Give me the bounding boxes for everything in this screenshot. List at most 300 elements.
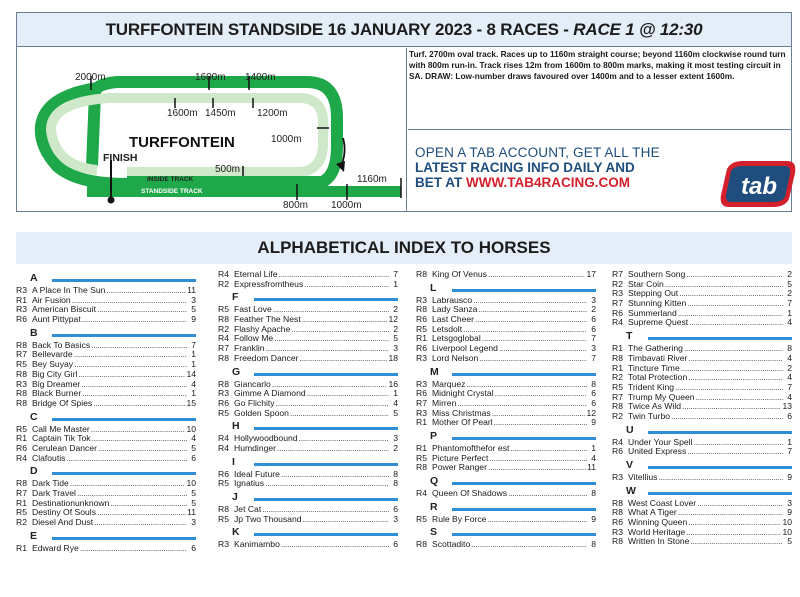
- leader-dots: [304, 280, 389, 290]
- horse-name: Bey Suyay: [32, 359, 74, 370]
- letter-heading: [416, 499, 596, 515]
- horse-number: 4: [591, 452, 596, 463]
- race-number: R8: [218, 378, 229, 389]
- horse-name: Trident King: [628, 381, 675, 392]
- horse-name: Jp Two Thousand: [234, 513, 302, 524]
- leader-dots: [690, 537, 783, 547]
- letter-heading: [16, 325, 196, 341]
- horse-entry: [612, 537, 792, 547]
- letter-divider: [452, 508, 596, 511]
- promo-line-3: [415, 175, 715, 190]
- marker-1450m: 1450m: [205, 108, 236, 119]
- horse-name: Follow Me: [234, 333, 274, 344]
- horse-entry: [612, 318, 792, 328]
- index-column: [416, 270, 596, 550]
- leader-dots: [495, 389, 587, 399]
- horse-name: Stunning Kitten: [628, 298, 687, 309]
- horse-number: 1: [191, 359, 196, 370]
- inside-track-label: INSIDE TRACK: [147, 176, 194, 183]
- letter-label: K: [232, 526, 240, 539]
- leader-dots: [274, 334, 389, 344]
- horse-entry: [218, 409, 398, 419]
- leader-dots: [299, 354, 387, 364]
- race-number: R5: [416, 452, 427, 463]
- leader-dots: [80, 544, 187, 554]
- leader-dots: [494, 418, 587, 428]
- race-number: R6: [416, 388, 427, 399]
- index-column: [612, 270, 792, 547]
- horse-name: Destiny Of Souls: [32, 507, 96, 518]
- race-number: R3: [416, 378, 427, 389]
- leader-dots: [277, 444, 389, 454]
- leader-dots: [92, 434, 187, 444]
- horse-name: Go Flichity: [234, 397, 275, 408]
- letter-divider: [648, 492, 792, 495]
- marker-500m: 500m: [215, 164, 241, 175]
- horse-name: Scottadito: [432, 539, 471, 550]
- horse-number: 8: [591, 378, 596, 389]
- promo-url[interactable]: WWW.TAB4RACING.COM: [466, 175, 630, 190]
- horse-name: Last Cheer: [432, 314, 475, 325]
- letter-heading: [416, 428, 596, 444]
- horse-number: 9: [787, 507, 792, 518]
- leader-dots: [687, 447, 783, 457]
- leader-dots: [78, 370, 185, 380]
- race-number: R6: [612, 517, 623, 528]
- letter-label: L: [430, 281, 437, 294]
- horse-number: 2: [787, 269, 792, 279]
- letter-heading: [416, 364, 596, 380]
- leader-dots: [499, 344, 587, 354]
- horse-name: Trump My Queen: [628, 391, 695, 402]
- leader-dots: [679, 289, 783, 299]
- race-number: R8: [16, 397, 27, 408]
- horse-name: Expressfromtheus: [234, 278, 304, 289]
- letter-label: E: [30, 529, 38, 542]
- horse-number: 17: [586, 269, 596, 279]
- leader-dots: [463, 325, 587, 335]
- letter-label: Q: [430, 475, 439, 487]
- horse-entry: [218, 515, 398, 525]
- leader-dots: [688, 354, 783, 364]
- leader-dots: [510, 444, 587, 454]
- horse-number: 6: [591, 323, 596, 334]
- letter-divider: [52, 418, 196, 421]
- leader-dots: [281, 540, 389, 550]
- race-number: R7: [612, 298, 623, 309]
- horse-name: Franklin: [234, 343, 265, 354]
- race-number: R1: [416, 333, 427, 344]
- race-number: R5: [16, 507, 27, 518]
- horse-name: Fast Love: [234, 304, 272, 315]
- horse-number: 4: [787, 352, 792, 363]
- letter-divider: [452, 533, 596, 536]
- horse-number: 1: [191, 349, 196, 360]
- leader-dots: [307, 389, 389, 399]
- letter-label: W: [626, 484, 636, 497]
- divider: [408, 129, 791, 130]
- race-number: R6: [218, 397, 229, 408]
- leader-dots: [687, 299, 783, 309]
- race-number: R5: [416, 323, 427, 334]
- index-column: [218, 270, 398, 550]
- horse-number: 6: [591, 314, 596, 325]
- horse-name: Liverpool Legend: [432, 343, 498, 354]
- horse-number: 4: [787, 317, 792, 328]
- race-number: R5: [218, 407, 229, 418]
- letter-heading: [612, 483, 792, 499]
- horse-name: Dark Tide: [32, 478, 69, 489]
- horse-number: 10: [782, 517, 792, 528]
- horse-entry: [16, 454, 196, 464]
- horse-name: Mirren: [432, 397, 457, 408]
- race-number: R2: [16, 517, 27, 528]
- leader-dots: [299, 434, 389, 444]
- marker-1400m-top: 1400m: [245, 72, 276, 83]
- letter-divider: [254, 533, 398, 536]
- leader-dots: [688, 373, 783, 383]
- leader-dots: [82, 389, 187, 399]
- horse-number: 1: [191, 388, 196, 399]
- horse-name: Supreme Quest: [628, 317, 689, 328]
- horse-name: Gimme A Diamond: [234, 388, 306, 399]
- horse-number: 6: [191, 452, 196, 463]
- race-number: R3: [416, 407, 427, 418]
- horse-number: 10: [186, 478, 196, 489]
- leader-dots: [488, 463, 586, 473]
- race-number: R8: [416, 462, 427, 473]
- horse-name: Rule By Force: [432, 513, 487, 524]
- letter-label: V: [626, 459, 634, 471]
- marker-1600m-inner: 1600m: [167, 108, 198, 119]
- horse-name: Midnight Crystal: [432, 388, 494, 399]
- tab-promo: [415, 145, 715, 190]
- horse-name: Hollywoodbound: [234, 433, 298, 444]
- horse-number: 2: [787, 362, 792, 373]
- horse-number: 5: [191, 488, 196, 498]
- leader-dots: [696, 393, 783, 403]
- letter-divider: [452, 482, 596, 485]
- race-number: R5: [16, 359, 27, 370]
- horse-number: 15: [186, 397, 196, 408]
- leader-dots: [473, 296, 587, 306]
- horse-number: 14: [186, 368, 196, 379]
- marker-1600m-top: 1600m: [195, 72, 226, 83]
- horse-number: 2: [787, 288, 792, 299]
- horse-number: 7: [787, 381, 792, 392]
- letter-heading: [218, 524, 398, 540]
- letter-label: R: [430, 500, 438, 513]
- race-number: R2: [218, 323, 229, 334]
- horse-name: Humdinger: [234, 442, 277, 453]
- horse-name: Back To Basics: [32, 339, 91, 350]
- horse-entry: [416, 489, 596, 499]
- promo-line-1: OPEN A TAB ACCOUNT, GET ALL THE: [415, 145, 660, 160]
- race-number: R3: [416, 294, 427, 305]
- race-number: R3: [218, 539, 229, 550]
- horse-entry: [16, 518, 196, 528]
- index-title: ALPHABETICAL INDEX TO HORSES: [16, 232, 792, 264]
- letter-divider: [52, 279, 196, 282]
- horse-entry: [218, 540, 398, 550]
- race-number: R6: [612, 307, 623, 318]
- leader-dots: [265, 479, 389, 489]
- horse-number: 8: [393, 478, 398, 489]
- horse-entry: [218, 354, 398, 364]
- leader-dots: [686, 270, 783, 280]
- standside-track-label: STANDSIDE TRACK: [141, 188, 203, 195]
- race-number: R4: [218, 333, 229, 344]
- horse-name: Letsdolt: [432, 323, 463, 334]
- horse-number: 18: [388, 352, 398, 363]
- tab-logo: [717, 157, 799, 211]
- letter-divider: [648, 466, 792, 469]
- leader-dots: [682, 402, 781, 412]
- horse-name: Phantomofthefor est: [432, 442, 510, 453]
- horse-name: Vitellius: [628, 472, 658, 482]
- race-number: R1: [612, 343, 623, 354]
- horse-number: 8: [591, 488, 596, 498]
- horse-number: 13: [782, 401, 792, 412]
- horse-number: 8: [591, 539, 596, 550]
- promo-line-3-prefix: BET AT: [415, 175, 466, 190]
- race-number: R1: [416, 442, 427, 453]
- letter-label: I: [232, 455, 235, 468]
- leader-dots: [66, 454, 187, 464]
- letter-divider: [648, 431, 792, 434]
- horse-name: Aunt Pittypat: [32, 314, 81, 325]
- meeting-title-main: TURFFONTEIN STANDSIDE 16 JANUARY 2023 - 8 RACES -: [105, 20, 574, 39]
- letter-divider: [452, 373, 596, 376]
- horse-number: 4: [393, 397, 398, 408]
- leader-dots: [508, 489, 587, 499]
- horse-number: 7: [591, 352, 596, 363]
- horse-entry: [416, 515, 596, 525]
- horse-number: 6: [591, 388, 596, 399]
- race-number: R4: [218, 442, 229, 453]
- horse-number: 4: [787, 372, 792, 383]
- leader-dots: [681, 364, 783, 374]
- race-number: R6: [416, 314, 427, 325]
- horse-name: West Coast Lover: [628, 497, 697, 508]
- race-number: R4: [612, 317, 623, 328]
- marker-1000m-inner: 1000m: [271, 134, 302, 145]
- letter-label: H: [232, 420, 240, 433]
- race-number: R1: [16, 433, 27, 444]
- letter-divider: [648, 337, 792, 340]
- letter-label: T: [626, 330, 633, 343]
- horse-number: 1: [393, 388, 398, 399]
- letter-label: D: [30, 465, 38, 478]
- letter-label: S: [430, 526, 438, 539]
- leader-dots: [82, 315, 187, 325]
- horse-name: Summerland: [628, 307, 677, 318]
- leader-dots: [110, 499, 187, 509]
- marker-1160m: 1160m: [357, 174, 387, 185]
- race-number: R5: [416, 513, 427, 524]
- letter-divider: [254, 463, 398, 466]
- leader-dots: [665, 280, 783, 290]
- horse-number: 11: [187, 285, 196, 295]
- horse-number: 2: [393, 442, 398, 453]
- race-number: R4: [218, 269, 229, 279]
- leader-dots: [302, 315, 388, 325]
- horse-name: Twice As Wild: [628, 401, 682, 412]
- finish-dot: [108, 197, 115, 204]
- letter-heading: [218, 454, 398, 470]
- leader-dots: [487, 515, 587, 525]
- race-number: R3: [16, 378, 27, 389]
- horse-name: Captain Tik Tok: [32, 433, 91, 444]
- horse-entry: [218, 280, 398, 290]
- letter-divider: [52, 334, 196, 337]
- horse-number: 4: [191, 378, 196, 389]
- horse-number: 4: [787, 391, 792, 402]
- horse-name: What A Tiger: [628, 507, 677, 518]
- leader-dots: [492, 409, 586, 419]
- leader-dots: [489, 454, 587, 464]
- race-number: R6: [16, 442, 27, 453]
- race-number: R6: [416, 343, 427, 354]
- horse-number: 1: [787, 436, 792, 447]
- marker-1000m-bottom: 1000m: [331, 200, 362, 211]
- horse-number: 3: [191, 294, 196, 305]
- race-number: R3: [416, 352, 427, 363]
- horse-number: 7: [787, 298, 792, 309]
- letter-heading: [16, 409, 196, 425]
- letter-heading: [612, 328, 792, 344]
- horse-number: 3: [591, 343, 596, 354]
- horse-number: 7: [191, 339, 196, 350]
- horse-entry: [416, 463, 596, 473]
- horse-name: Freedom Dancer: [234, 352, 299, 363]
- horse-number: 7: [393, 269, 398, 279]
- race-number: R7: [416, 397, 427, 408]
- meeting-title: [17, 13, 791, 47]
- letter-heading: [16, 270, 196, 286]
- race-number: R7: [612, 391, 623, 402]
- leader-dots: [74, 350, 187, 360]
- leader-dots: [697, 499, 783, 509]
- index-column: [16, 270, 196, 553]
- letter-divider: [254, 498, 398, 501]
- horse-name: The Gathering: [628, 343, 683, 354]
- race-number: R4: [16, 452, 27, 463]
- leader-dots: [281, 470, 389, 480]
- leader-dots: [93, 399, 185, 409]
- horse-number: 4: [191, 433, 196, 444]
- horse-name: Lord Nelson: [432, 352, 479, 363]
- race-number: R4: [416, 488, 427, 498]
- horse-number: 5: [787, 278, 792, 289]
- horse-name: Ideal Future: [234, 468, 280, 479]
- race-number: R6: [612, 446, 623, 457]
- finish-label: FINISH: [103, 152, 138, 164]
- horse-name: Big City Girl: [32, 368, 78, 379]
- letter-label: A: [30, 272, 38, 284]
- letter-divider: [452, 437, 596, 440]
- letter-heading: [16, 463, 196, 479]
- horse-entry: [416, 270, 596, 280]
- horse-number: 3: [393, 343, 398, 354]
- horse-name: Big Dreamer: [32, 378, 81, 389]
- leader-dots: [688, 518, 781, 528]
- race-number: R1: [16, 542, 27, 553]
- letter-heading: [218, 489, 398, 505]
- marker-2000m: 2000m: [75, 72, 106, 83]
- leader-dots: [91, 425, 186, 435]
- horse-name: Miss Christmas: [432, 407, 491, 418]
- race-title: RACE 1 @ 12:30: [573, 20, 703, 39]
- horse-number: 10: [782, 526, 792, 537]
- leader-dots: [471, 540, 587, 550]
- race-number: R8: [612, 401, 623, 412]
- horse-entry: [16, 315, 196, 325]
- leader-dots: [97, 508, 186, 518]
- leader-dots: [94, 518, 187, 528]
- letter-heading: [612, 457, 792, 473]
- race-number: R7: [218, 343, 229, 354]
- horse-name: World Heritage: [628, 526, 686, 537]
- horse-name: Picture Perfect: [432, 452, 489, 463]
- horse-name: Timbavati River: [628, 352, 688, 363]
- letter-label: P: [430, 429, 438, 442]
- horse-name: Golden Spoon: [234, 407, 289, 418]
- horse-number: 7: [787, 446, 792, 457]
- leader-dots: [686, 528, 781, 538]
- race-number: R3: [16, 304, 27, 315]
- horse-name: Labrausco: [432, 294, 473, 305]
- letter-label: J: [232, 491, 238, 503]
- race-number: R8: [416, 539, 427, 550]
- leader-dots: [303, 515, 389, 525]
- race-number: R8: [16, 339, 27, 350]
- marker-800m: 800m: [283, 200, 309, 211]
- leader-dots: [479, 354, 587, 364]
- horse-number: 2: [591, 304, 596, 315]
- race-number: R6: [16, 314, 27, 325]
- horse-name: Cerulean Dancer: [32, 442, 97, 453]
- race-number: R7: [16, 349, 27, 360]
- letter-divider: [452, 289, 596, 292]
- letter-heading: [612, 422, 792, 438]
- leader-dots: [81, 380, 187, 390]
- horse-name: King Of Venus: [432, 269, 487, 279]
- horse-name: Written In Stone: [628, 536, 690, 547]
- leader-dots: [276, 399, 389, 409]
- horse-entry: [416, 540, 596, 550]
- race-number: R8: [612, 497, 623, 508]
- letter-label: U: [626, 423, 634, 436]
- letter-divider: [52, 472, 196, 475]
- race-number: R3: [612, 288, 623, 299]
- race-number: R7: [16, 488, 27, 498]
- race-number: R7: [612, 269, 623, 279]
- horse-entry: [416, 354, 596, 364]
- horse-name: Destinationunknown: [32, 497, 110, 508]
- horse-entry: [16, 399, 196, 409]
- race-number: R8: [218, 352, 229, 363]
- race-number: R3: [218, 388, 229, 399]
- horse-name: Power Ranger: [432, 462, 487, 473]
- race-number: R4: [218, 433, 229, 444]
- leader-dots: [91, 341, 187, 351]
- leader-dots: [678, 508, 783, 518]
- leader-dots: [74, 360, 187, 370]
- letter-divider: [254, 427, 398, 430]
- leader-dots: [488, 270, 585, 280]
- race-info-panel: [16, 12, 792, 212]
